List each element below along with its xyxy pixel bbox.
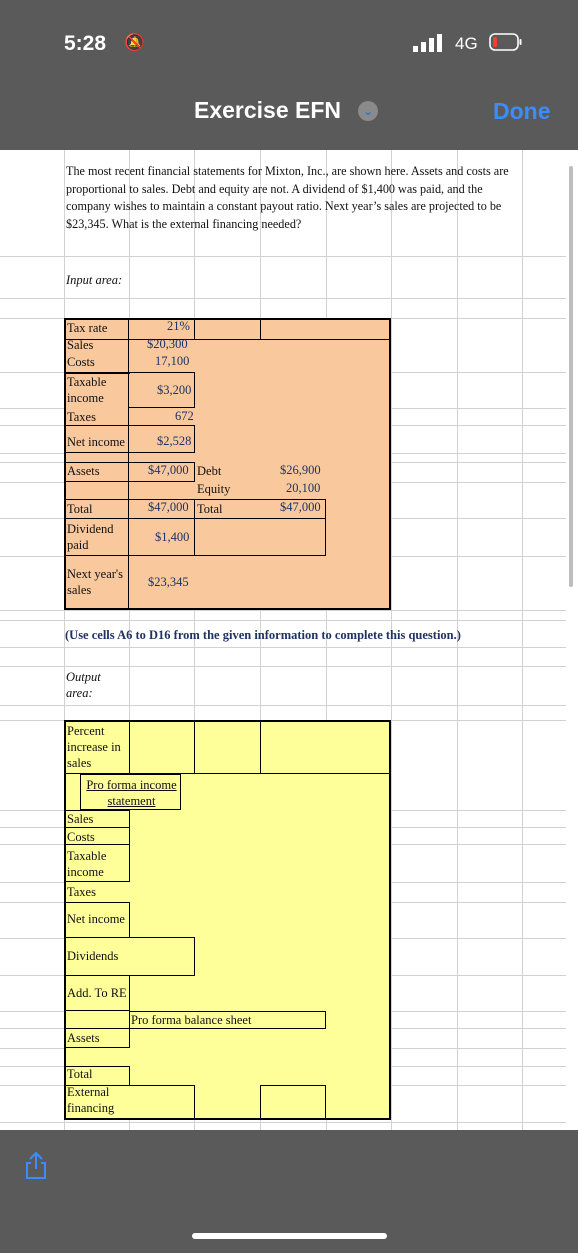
signal-icon [413, 34, 445, 52]
output-cell[interactable] [260, 720, 391, 774]
input-value[interactable]: $2,528 [157, 434, 192, 448]
input-area-label: Input area: [66, 273, 123, 287]
input-label: Equity [197, 482, 231, 496]
input-label: Dividend paid [67, 522, 114, 552]
output-cell[interactable] [194, 720, 261, 774]
grid-line [0, 666, 566, 667]
battery-icon [489, 33, 523, 51]
status-time: 5:28 [64, 32, 107, 55]
input-value[interactable]: 17,100 [155, 354, 190, 368]
instruction-note: (Use cells A6 to D16 from the given information to complete this question.) [65, 628, 461, 642]
input-value[interactable]: $20,300 [147, 337, 188, 351]
input-value[interactable]: $26,900 [280, 463, 321, 477]
output-area-label: Output area: [66, 670, 101, 700]
input-value[interactable]: $3,200 [157, 383, 192, 397]
output-label: Total [67, 1067, 93, 1081]
input-label: Debt [197, 464, 222, 478]
grid-line [0, 298, 566, 299]
output-heading: Pro forma balance sheet [131, 1013, 252, 1027]
output-label: Taxes [67, 885, 96, 899]
input-value[interactable]: 20,100 [286, 481, 321, 495]
output-label: Net income [67, 912, 125, 926]
output-label: Percent increase in sales [67, 724, 121, 770]
output-label: Taxable income [67, 849, 107, 879]
input-label: Taxable income [67, 375, 107, 405]
home-indicator[interactable] [192, 1233, 387, 1239]
document-title[interactable]: Exercise EFN [194, 97, 342, 123]
input-label: Costs [67, 355, 95, 369]
top-bar [0, 0, 578, 150]
grid-line [0, 1122, 566, 1123]
output-heading: Pro forma income statement [86, 778, 177, 808]
grid-line [0, 256, 566, 257]
input-value[interactable]: $1,400 [155, 530, 190, 544]
grid-line [522, 150, 523, 1132]
input-value[interactable]: $47,000 [148, 463, 189, 477]
problem-statement: The most recent financial statements for Mixton, Inc., are shown here. Assets and costs are proportional to sales. Debt and equity are not. A dividend of $1,400 was paid, and the company wishes to maintain a constant payout ratio. Next year’s sales are projected to be $23,345. What is the external financing needed? [66, 164, 509, 231]
output-label: Assets [67, 1031, 100, 1045]
input-label: Tax rate [67, 321, 108, 335]
input-value[interactable]: $47,000 [148, 500, 189, 514]
scrollbar[interactable] [569, 166, 573, 587]
network-type: 4G [455, 34, 478, 53]
chevron-down-icon[interactable]: ⌄ [358, 101, 378, 121]
input-value[interactable]: 672 [175, 409, 194, 423]
grid-line [0, 610, 566, 611]
input-label: Next year's sales [67, 567, 124, 597]
input-label: Total [197, 502, 223, 516]
silent-bell-icon: 🔕 [124, 33, 146, 52]
grid-line [0, 620, 566, 621]
output-label: Sales [67, 812, 94, 826]
input-label: Assets [67, 464, 100, 478]
share-icon[interactable] [24, 1150, 48, 1180]
input-value[interactable]: $47,000 [280, 500, 321, 514]
output-label: Costs [67, 830, 95, 844]
input-label: Total [67, 502, 93, 516]
grid-line [0, 647, 566, 648]
input-label: Taxes [67, 410, 96, 424]
output-label: Dividends [67, 949, 119, 963]
input-label: Net income [67, 435, 125, 449]
output-cell[interactable] [260, 1085, 326, 1120]
grid-line [0, 705, 566, 706]
output-cell[interactable] [129, 720, 195, 774]
done-button[interactable]: Done [493, 98, 551, 124]
output-label: Add. To RE [67, 986, 127, 1000]
input-label: Sales [67, 338, 94, 352]
output-label: External financing [67, 1085, 115, 1115]
input-value[interactable]: $23,345 [148, 575, 189, 589]
input-value[interactable]: 21% [167, 319, 190, 333]
